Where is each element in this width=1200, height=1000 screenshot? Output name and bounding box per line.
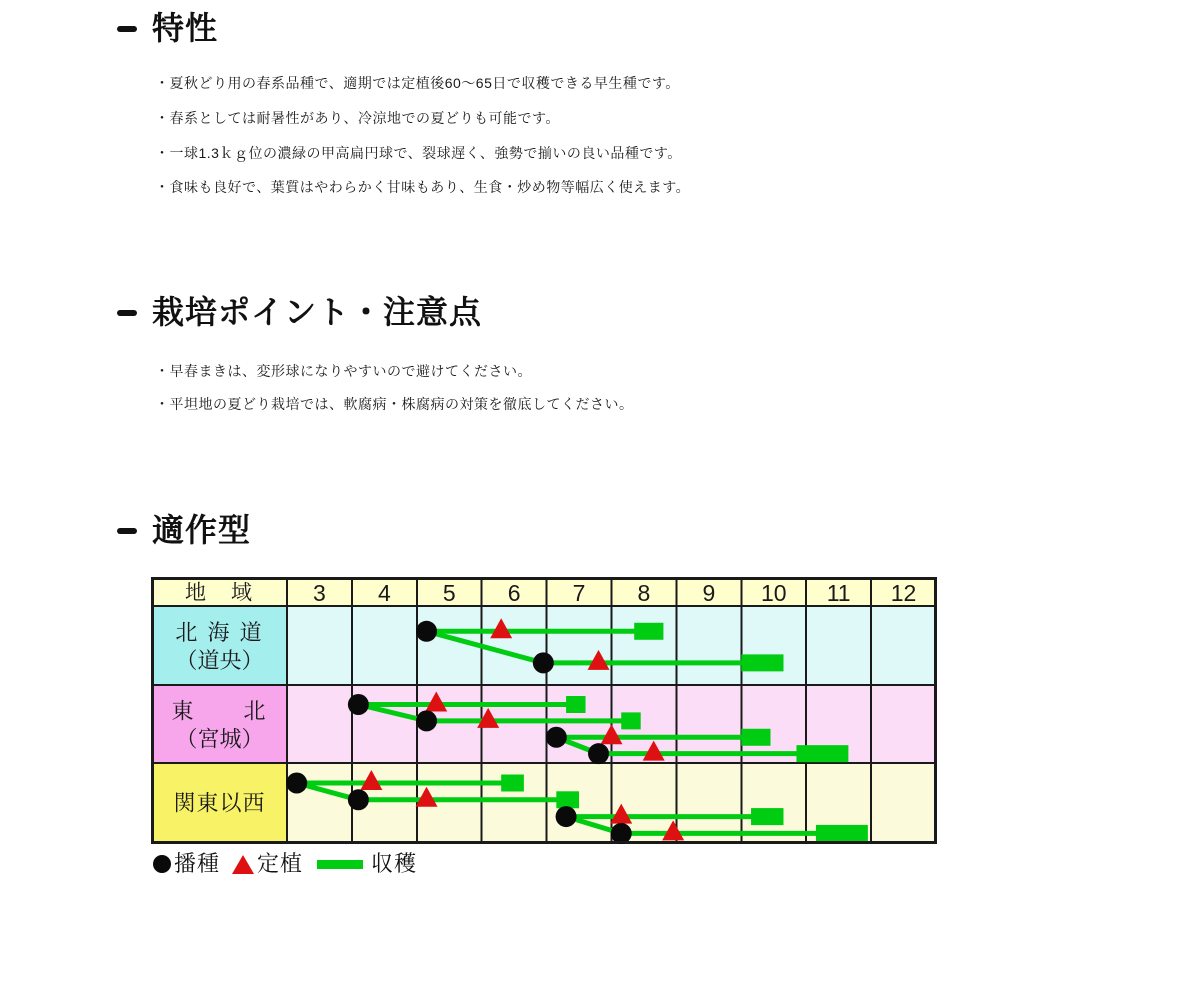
harvest-bar (566, 696, 585, 713)
region-label: 関東以西 (173, 790, 266, 816)
sow-marker (611, 823, 632, 844)
sow-circle-icon (153, 855, 171, 873)
sow-marker (416, 710, 437, 731)
harvest-bar (634, 623, 663, 640)
cultivation-bullet-list (155, 355, 634, 420)
sow-marker (286, 773, 307, 794)
planting-calendar-chart (152, 578, 936, 843)
dash-icon (117, 310, 137, 316)
month-header-label: 11 (826, 580, 851, 606)
dash-icon (117, 528, 137, 534)
calendar-legend (153, 850, 417, 878)
sow-marker (348, 694, 369, 715)
region-label: 東 北 (171, 698, 268, 724)
harvest-bar (741, 729, 770, 746)
sow-marker (416, 621, 437, 642)
section-title-cultivation-points: 栽培ポイント・注意点 (152, 294, 483, 330)
sow-marker (588, 743, 609, 764)
region-sublabel: （宮城） (175, 726, 264, 752)
legend-sow-label: 播種 (174, 851, 221, 876)
calendar-cell (741, 606, 806, 685)
section-title-characteristics: 特性 (152, 10, 219, 46)
bullet-item: ・春系としては耐暑性があり、冷涼地での夏どりも可能です。 (155, 109, 560, 126)
month-header-label: 3 (313, 580, 326, 606)
month-header-label: 12 (890, 580, 917, 606)
harvest-bar (816, 825, 868, 842)
section-title-planting-calendar: 適作型 (152, 512, 252, 548)
calendar-cell (287, 606, 352, 685)
dash-icon (117, 26, 137, 32)
transplant-triangle-icon (232, 855, 254, 874)
harvest-bar (741, 654, 783, 671)
month-header-label: 5 (442, 580, 456, 606)
region-label-cell (152, 606, 287, 685)
calendar-cell (676, 606, 741, 685)
month-header-label: 6 (507, 580, 521, 606)
calendar-cell (871, 606, 936, 685)
calendar-cell (806, 606, 871, 685)
bullet-item: ・食味も良好で、葉質はやわらかく甘味もあり、生食・炒め物等幅広く使えます。 (155, 179, 691, 196)
harvest-bar (751, 808, 783, 825)
characteristics-bullet-list (155, 66, 690, 205)
bullet-item: ・早春まきは、変形球になりやすいので避けてください。 (155, 363, 532, 379)
calendar-cell (871, 685, 936, 763)
harvest-bar (556, 791, 579, 808)
sow-marker (546, 727, 567, 748)
harvest-bar (501, 775, 524, 792)
calendar-cell (871, 763, 936, 843)
bullet-item: ・一球1.3ｋｇ位の濃緑の甲高扁円球で、裂球遅く、強勢で揃いの良い品種です。 (155, 144, 682, 161)
bullet-item: ・夏秋どり用の春系品種で、適期では定植後60〜65日で収穫できる早生種です。 (155, 75, 680, 91)
calendar-cell (547, 606, 612, 685)
month-header-label: 10 (760, 580, 787, 606)
sow-marker (348, 789, 369, 810)
planting-calendar-svg (152, 578, 936, 843)
region-sublabel: （道央） (175, 648, 264, 673)
calendar-cell (612, 606, 677, 685)
sow-marker (533, 652, 554, 673)
month-header-label: 4 (377, 580, 391, 606)
month-header-label: 7 (572, 580, 586, 606)
month-header-label: 9 (702, 580, 716, 606)
sow-marker (556, 806, 577, 827)
region-header-label: 地 域 (185, 581, 254, 605)
month-header-label: 8 (637, 580, 651, 606)
calendar-cell (352, 606, 417, 685)
bullet-item: ・平坦地の夏どり栽培では、軟腐病・株腐病の対策を徹底してください。 (155, 395, 634, 412)
harvest-bar (796, 745, 848, 762)
legend-transplant-label: 定植 (257, 851, 304, 876)
harvest-bar (621, 712, 640, 729)
legend-harvest-label: 収穫 (371, 851, 418, 876)
calendar-cell (287, 685, 352, 763)
calendar-cell (482, 606, 547, 685)
region-label: 北 海 道 (175, 620, 264, 645)
harvest-bar-icon (317, 860, 363, 869)
